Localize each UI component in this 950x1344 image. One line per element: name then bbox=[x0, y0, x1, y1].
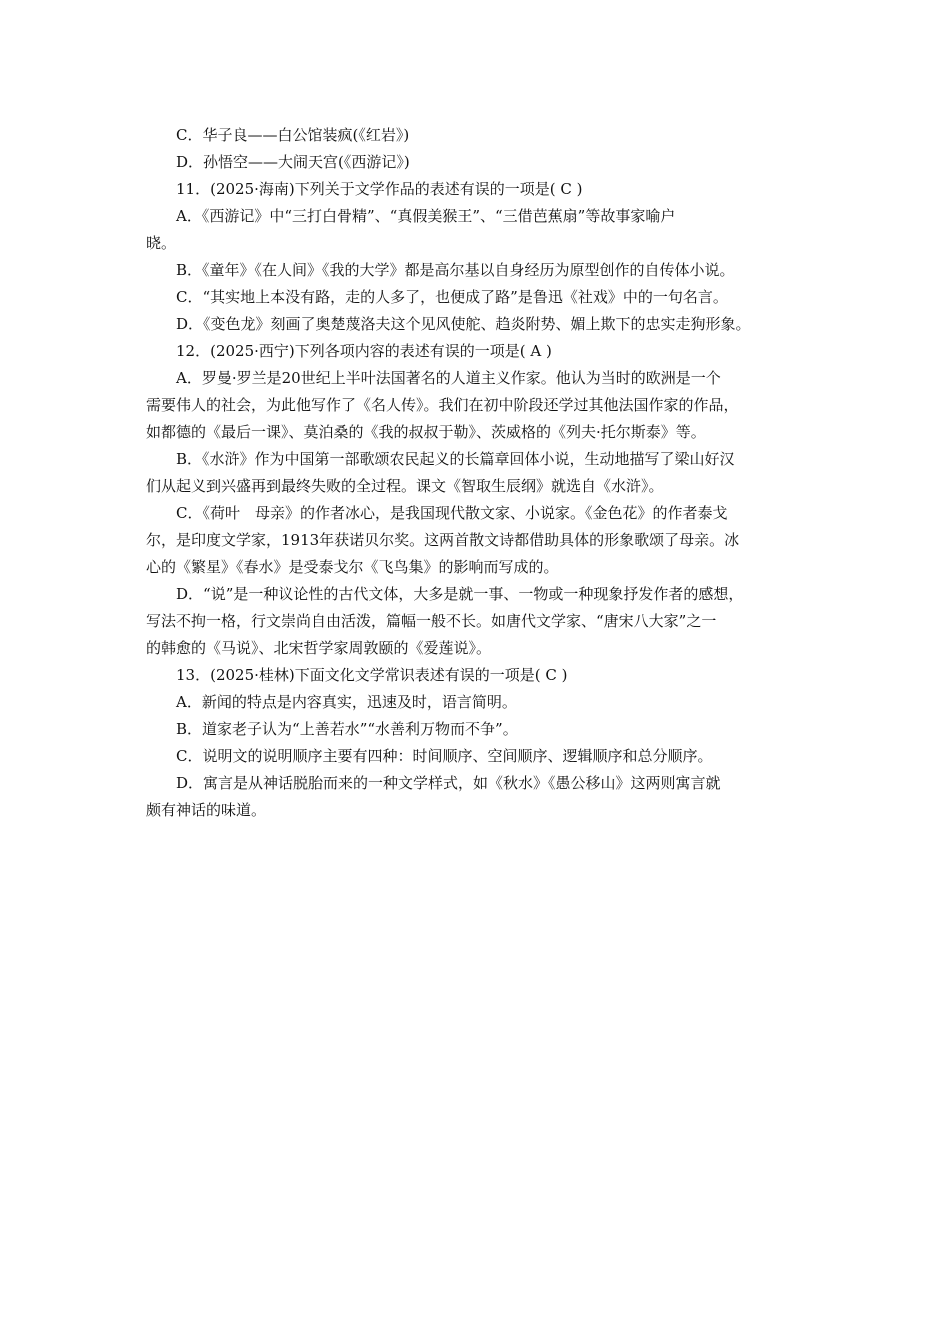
option-line: D．“说”是一种议论性的古代文体，大多是就一事、一物或一种现象抒发作者的感想， bbox=[176, 585, 744, 603]
option-line-continued: 的韩愈的《马说》、北宋哲学家周敦颐的《爱莲说》。 bbox=[146, 639, 492, 657]
option-line: B．道家老子认为“上善若水”“水善利万物而不争”。 bbox=[176, 720, 518, 738]
question-12-stem: 12．(2025·西宁)下列各项内容的表述有误的一项是( A ) bbox=[176, 342, 552, 360]
option-line-continued: 需要伟人的社会，为此他写作了《名人传》。我们在初中阶段还学过其他法国作家的作品， bbox=[146, 396, 739, 414]
option-line: C．《荷叶 母亲》的作者冰心，是我国现代散文家、小说家。《金色花》的作者泰戈 bbox=[176, 504, 728, 522]
option-line: B．《水浒》作为中国第一部歌颂农民起义的长篇章回体小说，生动地描写了梁山好汉 bbox=[176, 450, 735, 468]
option-line: C．华子良——白公馆装疯(《红岩》) bbox=[176, 126, 410, 144]
option-line-continued: 晓。 bbox=[146, 234, 177, 252]
document-body bbox=[146, 122, 818, 824]
option-line: B．《童年》《在人间》《我的大学》都是高尔基以自身经历为原型创作的自传体小说。 bbox=[176, 261, 735, 279]
question-13-stem: 13．(2025·桂林)下面文化文学常识表述有误的一项是( C ) bbox=[176, 666, 568, 684]
option-line: C．“其实地上本没有路，走的人多了，也便成了路”是鲁迅《社戏》中的一句名言。 bbox=[176, 288, 728, 306]
option-line-continued: 颇有神话的味道。 bbox=[146, 801, 267, 819]
option-line-continued: 尔，是印度文学家，1913年获诺贝尔奖。这两首散文诗都借助具体的形象歌颂了母亲。冰 bbox=[146, 531, 740, 549]
option-line: C．说明文的说明顺序主要有四种：时间顺序、空间顺序、逻辑顺序和总分顺序。 bbox=[176, 747, 713, 765]
option-line: A．新闻的特点是内容真实，迅速及时，语言简明。 bbox=[176, 693, 517, 711]
option-line: A．《西游记》中“三打白骨精”、“真假美猴王”、“三借芭蕉扇”等故事家喻户 bbox=[176, 207, 676, 225]
option-line: D．《变色龙》刻画了奥楚蔑洛夫这个见风使舵、趋炎附势、媚上欺下的忠实走狗形象。 bbox=[176, 315, 751, 333]
option-line-continued: 写法不拘一格，行文崇尚自由活泼，篇幅一般不长。如唐代文学家、“唐宋八大家”之一 bbox=[146, 612, 717, 630]
option-line-continued: 们从起义到兴盛再到最终失败的全过程。课文《智取生辰纲》就选自《水浒》。 bbox=[146, 477, 664, 495]
option-line: A．罗曼·罗兰是20世纪上半叶法国著名的人道主义作家。他认为当时的欧洲是一个 bbox=[176, 369, 721, 387]
question-11-stem: 11．(2025·海南)下列关于文学作品的表述有误的一项是( C ) bbox=[176, 180, 583, 198]
option-line: D．寓言是从神话脱胎而来的一种文学样式，如《秋水》《愚公移山》这两则寓言就 bbox=[176, 774, 721, 792]
option-line: D．孙悟空——大闹天宫(《西游记》) bbox=[176, 153, 410, 171]
option-line-continued: 如都德的《最后一课》、莫泊桑的《我的叔叔于勒》、茨威格的《列夫·托尔斯泰》等。 bbox=[146, 423, 706, 441]
option-line-continued: 心的《繁星》《春水》是受泰戈尔《飞鸟集》的影响而写成的。 bbox=[146, 558, 559, 576]
